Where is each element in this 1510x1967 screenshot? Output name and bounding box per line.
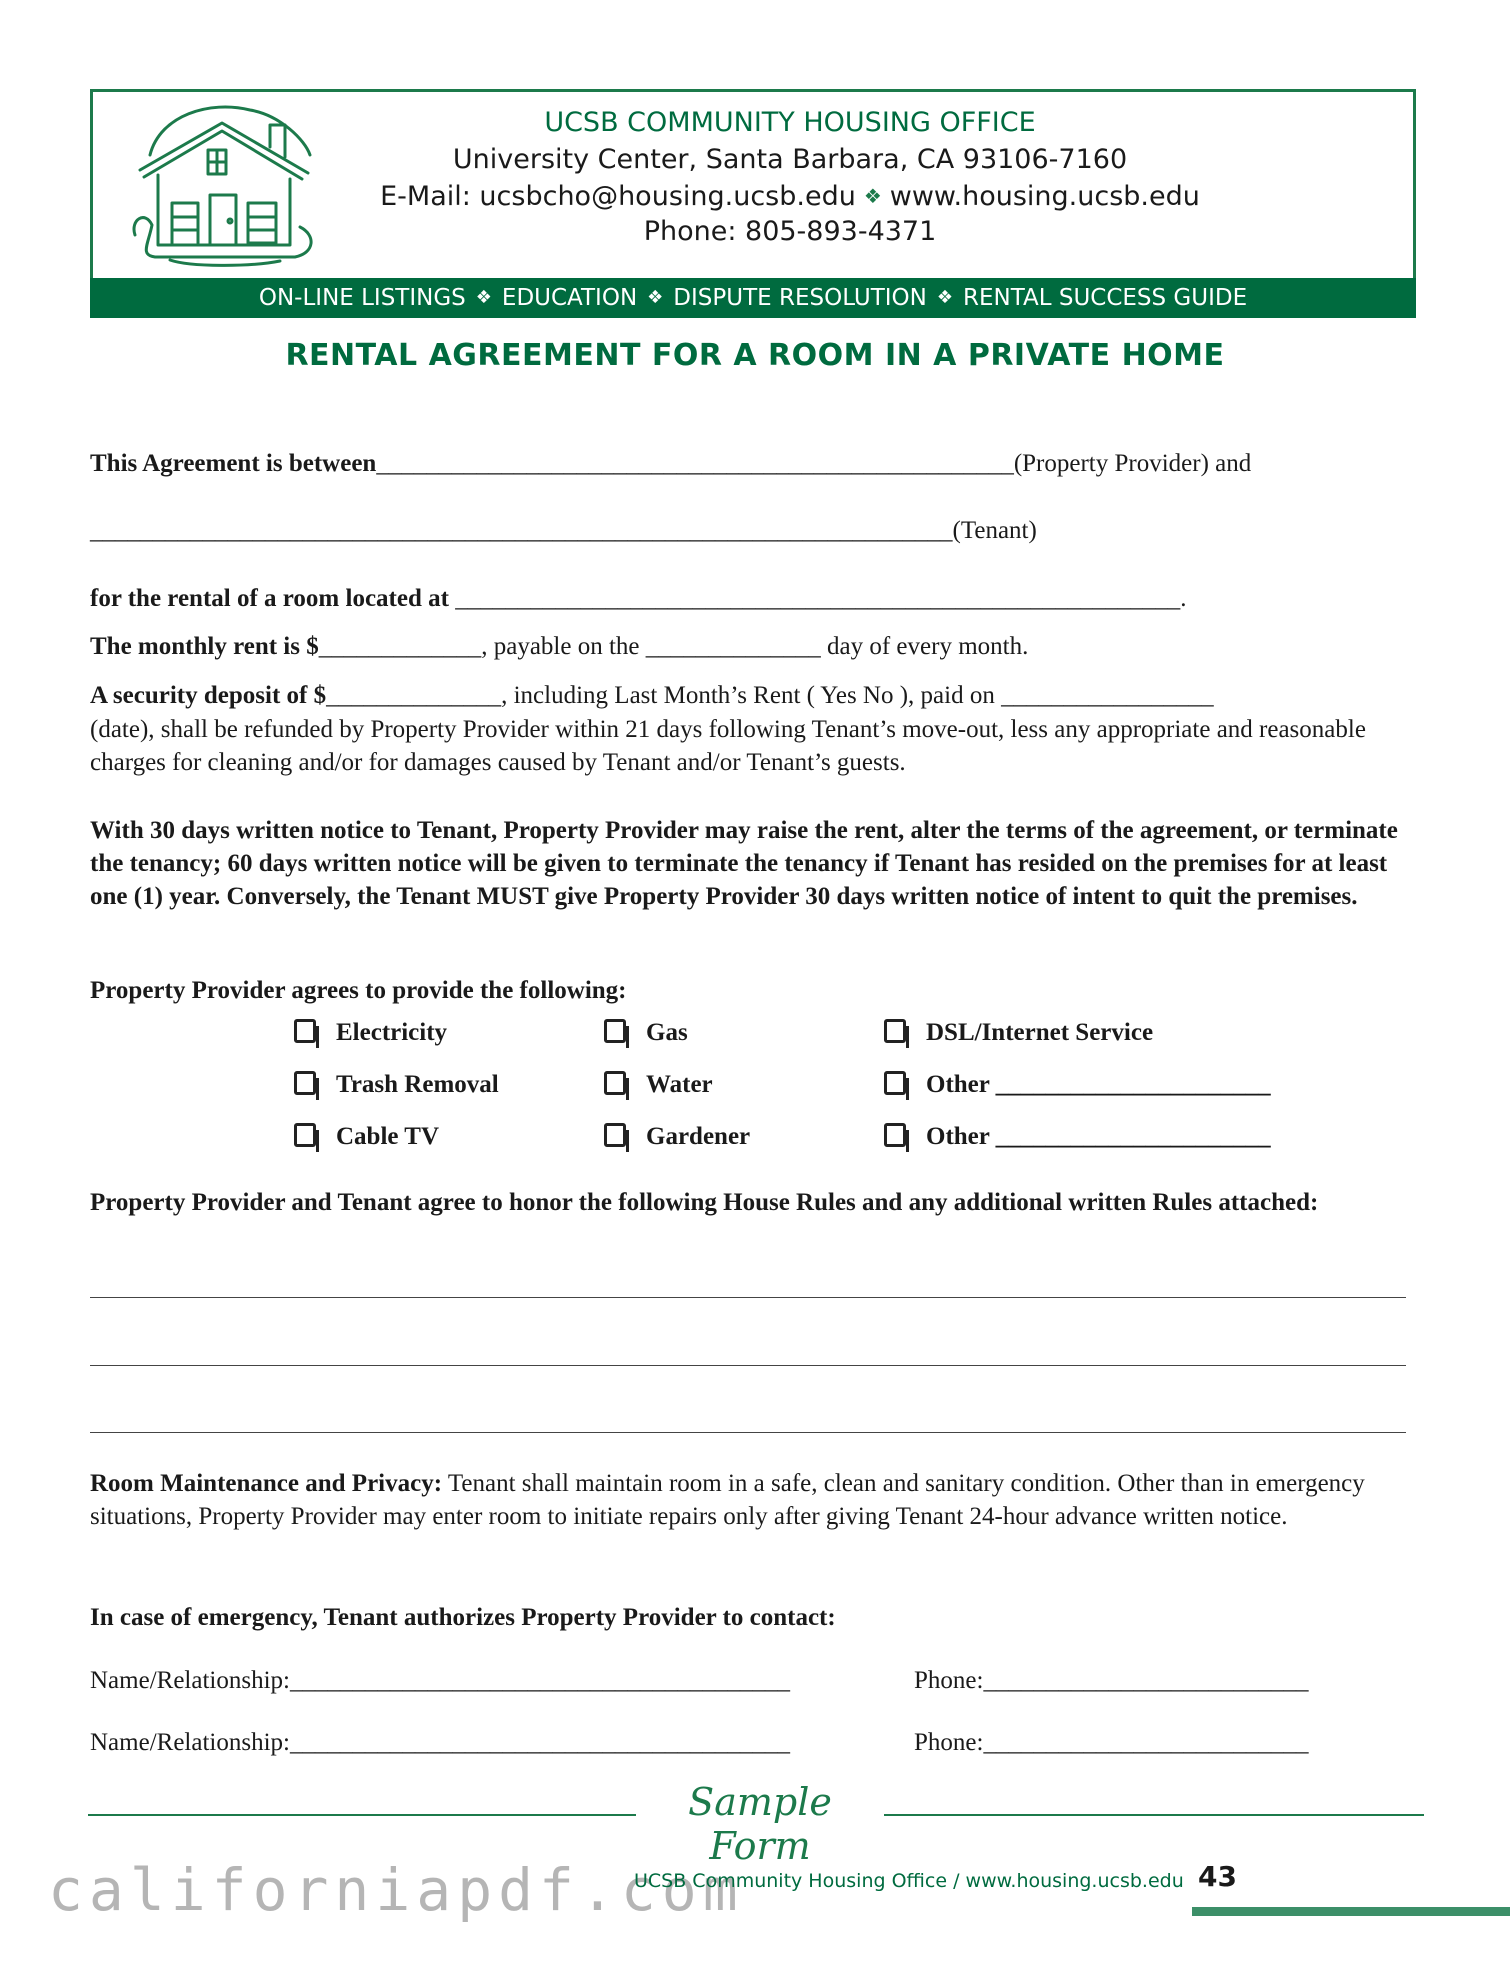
checkbox-gas[interactable] [604,1017,688,1049]
checkbox-icon[interactable] [884,1123,906,1147]
notice-paragraph: With 30 days written notice to Tenant, Property Provider may raise the rent, alter the terms of the agreement, or terminate the tenancy; 60 days written notice will be given to terminate the tenancy if Tenant has resided on the premises for at least one (1) year. Conversely, the Tenant MUST give Property Provider 30 days written notice of intent to quit the premises. [90,817,1398,910]
checkbox-dsl-internet[interactable] [884,1017,1153,1049]
checkbox-label: Gardener [646,1123,751,1150]
watermark: californiapdf.com [48,1856,744,1924]
house-rules-line-1[interactable] [90,1297,1406,1298]
checkbox-label[interactable]: Other ______________________ [926,1071,1271,1098]
tenant-line [90,515,1037,547]
checkbox-gardener[interactable] [604,1121,750,1153]
phone-label: Phone: [914,1667,984,1694]
emergency-heading: In case of emergency, Tenant authorizes Property Provider to contact: [90,1604,836,1631]
monthly-rent-line [90,631,1028,663]
checkbox-label: Trash Removal [336,1071,499,1098]
property-provider-blank[interactable]: ___________________________________________________ [376,450,1014,477]
room-location-blank[interactable]: __________________________________________________________. [448,585,1187,612]
house-rules-line-3[interactable] [90,1432,1406,1433]
footer-accent-bar [1192,1907,1510,1916]
checkbox-icon[interactable] [604,1123,626,1147]
name-relationship-blank[interactable]: ________________________________________ [289,1729,790,1756]
checkbox-icon[interactable] [604,1071,626,1095]
checkbox-icon[interactable] [884,1019,906,1043]
phone-label: Phone: [914,1729,984,1756]
name-relationship-label: Name/Relationship: [90,1729,290,1756]
property-provider-suffix: (Property Provider) and [1013,450,1252,477]
checkbox-label: Electricity [336,1019,448,1046]
maintenance-label: Room Maintenance and Privacy: [90,1470,443,1497]
tenant-suffix: (Tenant) [952,517,1037,544]
office-address: University Center, Santa Barbara, CA 93106-7160 [452,144,1128,175]
checkbox-icon[interactable] [294,1019,316,1043]
phone-blank[interactable]: __________________________ [983,1667,1309,1694]
security-deposit-line [90,680,1214,712]
footer-text: UCSB Community Housing Office / www.housing.ucsb.edu [634,1870,1184,1892]
checkbox-label[interactable]: Other ______________________ [926,1123,1271,1150]
checkbox-icon[interactable] [604,1019,626,1043]
checkbox-label: Water [646,1071,713,1098]
tenant-blank[interactable]: _____________________________________________________________________ [90,517,953,544]
room-location-label: for the rental of a room located at [90,585,449,612]
checkbox-label: Gas [646,1019,688,1046]
checkbox-electricity[interactable] [294,1017,447,1049]
service-item: EDUCATION [501,285,638,311]
house-rules-heading: Property Provider and Tenant agree to honor the following House Rules and any additional written Rules attached: [90,1189,1319,1216]
diamond-separator-icon: ❖ [936,287,953,308]
page-number: 43 [1198,1860,1237,1893]
monthly-rent-blanks[interactable]: _____________, payable on the ______________ day of every month. [318,633,1029,660]
emergency-contact-2 [90,1727,790,1759]
checkbox-label: Cable TV [336,1123,440,1150]
emergency-contact-1 [90,1665,790,1697]
room-location-line [90,583,1186,615]
maintenance-text: Tenant shall maintain room in a safe, clean and sanitary condition. Other than in emergency situations, Property Provider may enter room to initiate repairs only after giving Tenant 24-hour advance written notice. [90,1470,1365,1530]
service-item: ON-LINE LISTINGS [258,285,466,311]
checkbox-icon[interactable] [294,1123,316,1147]
emergency-phone-1 [914,1665,1308,1697]
diamond-separator-icon: ❖ [863,184,882,208]
email-text: E-Mail: ucsbcho@housing.ucsb.edu [380,181,856,212]
checkbox-icon[interactable] [884,1071,906,1095]
name-relationship-blank[interactable]: ________________________________________ [289,1667,790,1694]
agreement-parties-line [90,448,1251,480]
phone-blank[interactable]: __________________________ [983,1729,1309,1756]
service-item: RENTAL SUCCESS GUIDE [963,285,1248,311]
checkbox-icon[interactable] [294,1071,316,1095]
name-relationship-label: Name/Relationship: [90,1667,290,1694]
sample-form-label: Sample Form [688,1780,832,1868]
office-phone: Phone: 805-893-4371 [643,216,937,247]
website-text: www.housing.ucsb.edu [889,181,1200,212]
house-rules-line-2[interactable] [90,1365,1406,1366]
checkbox-other-1[interactable] [884,1069,1271,1101]
agreement-label: This Agreement is between [90,450,377,477]
emergency-phone-2 [914,1727,1308,1759]
maintenance-paragraph [90,1467,1430,1533]
checkbox-water[interactable] [604,1069,713,1101]
utilities-heading: Property Provider agrees to provide the following: [90,977,627,1004]
diamond-separator-icon: ❖ [475,287,492,308]
document-title: RENTAL AGREEMENT FOR A ROOM IN A PRIVATE HOME [285,338,1225,373]
service-item: DISPUTE RESOLUTION [673,285,927,311]
contact-line [320,179,1260,214]
checkbox-trash-removal[interactable] [294,1069,499,1101]
checkbox-label: DSL/Internet Service [926,1019,1154,1046]
office-name: UCSB COMMUNITY HOUSING OFFICE [544,107,1036,138]
service-bar [90,278,1416,318]
sample-divider-right [884,1814,1424,1816]
diamond-separator-icon: ❖ [647,287,664,308]
checkbox-cable-tv[interactable] [294,1121,439,1153]
house-sketch-icon [130,95,320,270]
sample-divider-left [88,1814,636,1816]
checkbox-other-2[interactable] [884,1121,1271,1153]
security-deposit-blanks[interactable]: ______________, including Last Month’s Rent ( Yes No ), paid on _________________ [326,682,1214,709]
deposit-refund-text: (date), shall be refunded by Property Provider within 21 days following Tenant’s move-out, less any appropriate and reasonable charges for cleaning and/or for damages caused by Tenant and/or Tenant’s guests. [90,716,1366,776]
monthly-rent-label: The monthly rent is $ [90,633,319,660]
security-deposit-label: A security deposit of $ [90,682,327,709]
